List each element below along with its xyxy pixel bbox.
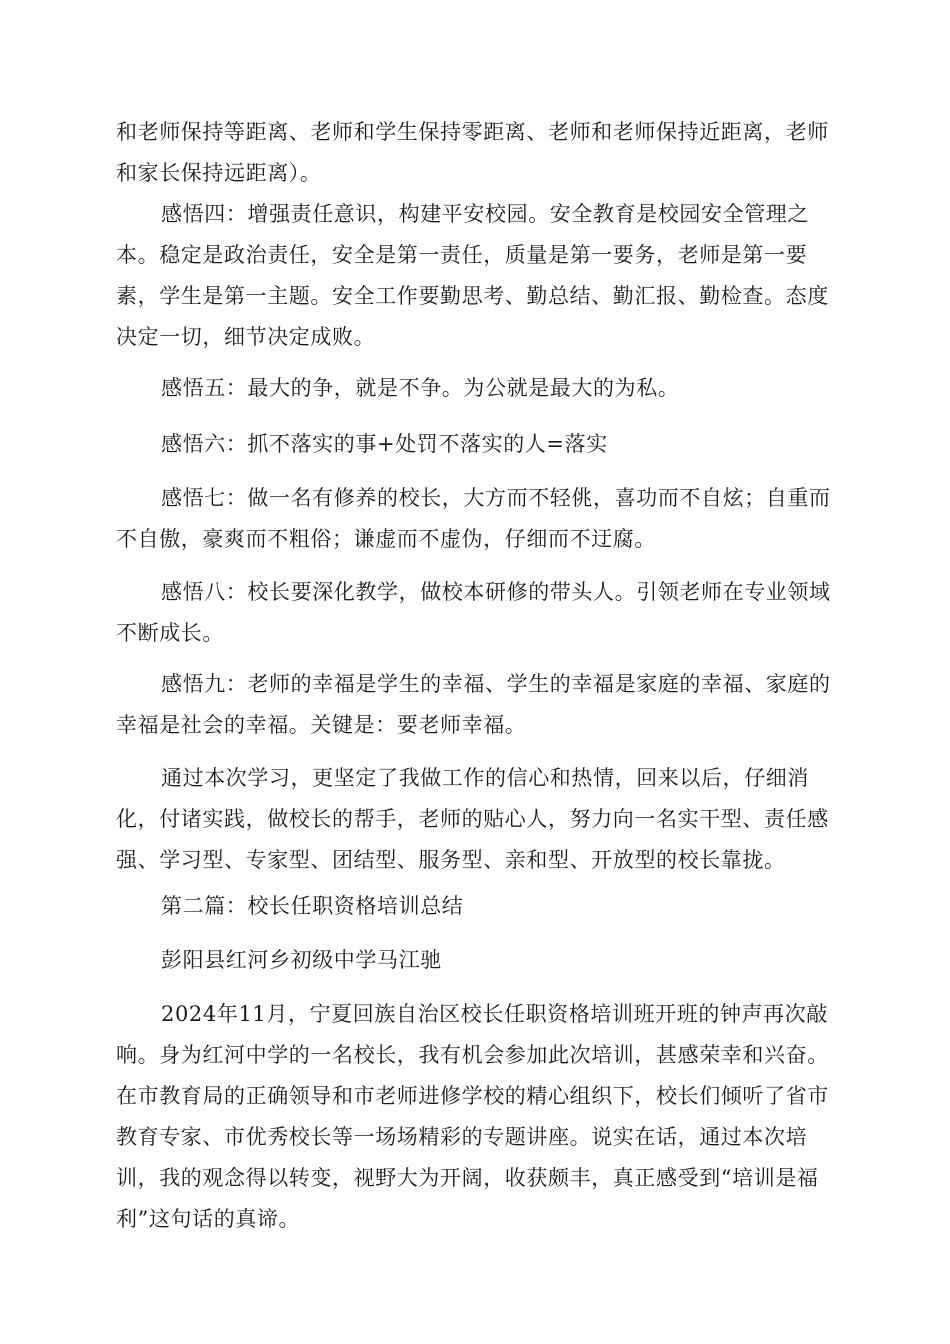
- paragraph-insight-5: 感悟五：最大的争，就是不争。为公就是最大的为私。: [161, 376, 680, 400]
- paragraph-insight-9: 感悟九：老师的幸福是学生的幸福、学生的幸福是家庭的幸福、家庭的幸福是社会的幸福。关键是：要老师幸福。: [116, 672, 831, 737]
- paragraph-conclusion: 通过本次学习，更坚定了我做工作的信心和热情，回来以后，仔细消化，付诸实践，做校长的帮手，老师的贴心人，努力向一名实干型、责任感强、学习型、专家型、团结型、服务型、亲和型、开放型的校长靠拢。: [116, 766, 829, 872]
- paragraph-intro: 2024年11月，宁夏回族自治区校长任职资格培训班开班的钟声再次敲响。身为红河中学的一名校长，我有机会参加此次培训，甚感荣幸和兴奋。在市教育局的正确领导和市老师进修学校的精心组织下，校长们倾听了省市教育专家、市优秀校长等一场场精彩的专题讲座。说实在话，通过本次培训，我的观念得以转变，视野大为开阔，收获颇丰，真正感受到“培训是福利”这句话的真谛。: [116, 1002, 829, 1231]
- paragraph-insight-4: 感悟四：增强责任意识，构建平安校园。安全教育是校园安全管理之本。稳定是政治责任，安全是第一责任，质量是第一要务，老师是第一要素，学生是第一主题。安全工作要勤思考、勤总结、勤汇报、勤检查。态度决定一切，细节决定成败。: [116, 202, 829, 349]
- paragraph-insight-6: 感悟六：抓不落实的事+处罚不落实的人=落实: [161, 432, 608, 456]
- paragraph-insight-8: 感悟八：校长要深化教学，做校本研修的带头人。引领老师在专业领域不断成长。: [116, 580, 831, 645]
- paragraph-continuation: 和老师保持等距离、老师和学生保持零距离、老师和老师保持近距离，老师和家长保持远距离）。: [116, 120, 829, 185]
- section-title: 第二篇：校长任职资格培训总结: [161, 894, 464, 918]
- paragraph-insight-7: 感悟七：做一名有修养的校长，大方而不轻佻，喜功而不自炫；自重而不自傲，豪爽而不粗俗；谦虚而不虚伪，仔细而不迂腐。: [116, 486, 831, 551]
- author-line: 彭阳县红河乡初级中学马江驰: [161, 948, 442, 972]
